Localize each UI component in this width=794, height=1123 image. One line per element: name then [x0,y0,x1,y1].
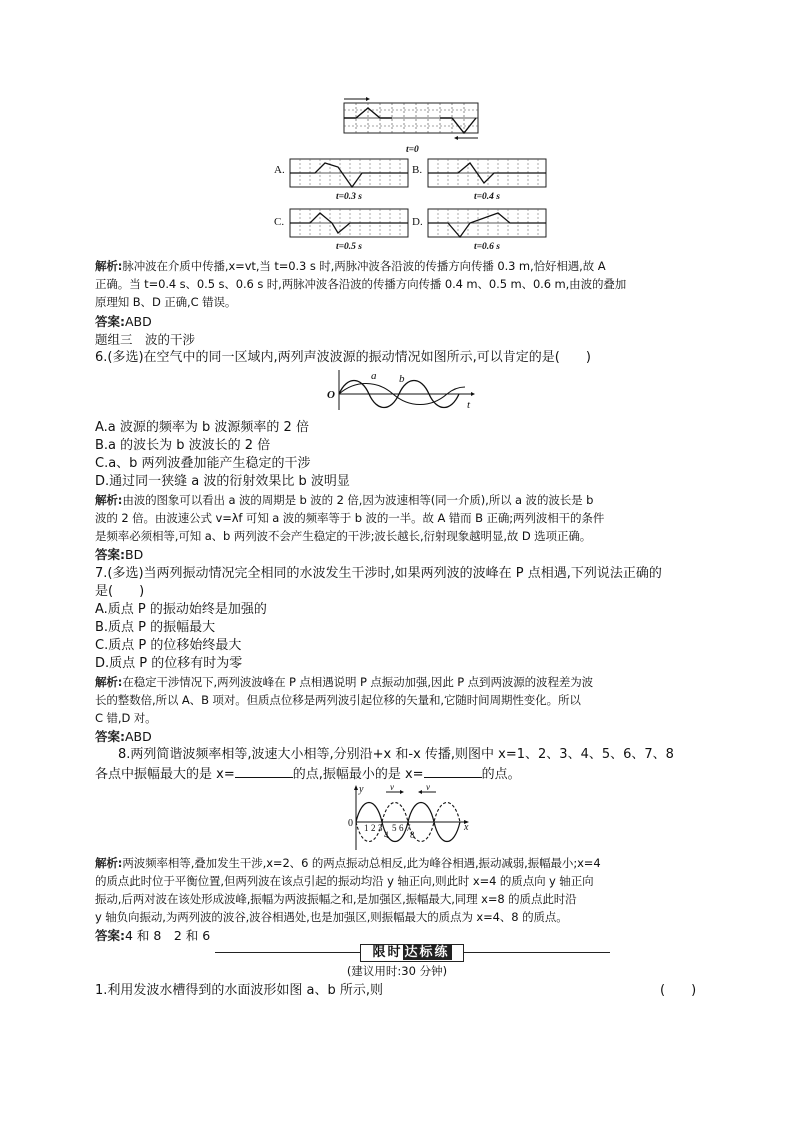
q7-option-b: B.质点 P 的振幅最大 [95,620,216,635]
q7-stem-line-1: 7.(多选)当两列振动情况完全相同的水波发生干涉时,如果两列波的波峰在 P 点相遇,下列说法正确的 [95,566,662,581]
q8-solution-line-2: 的质点此时位于平衡位置,但两列波在该点引起的振动均沿 y 轴正向,则此时 x=4 的质点向 y 轴正向 [95,874,594,888]
t0-caption: t=0 [406,145,419,155]
option-a-letter: A. [274,164,285,176]
q8-y-axis-label: y [359,784,364,795]
q8-blank-max[interactable] [235,765,293,778]
q8-origin-label: 0 [348,818,353,829]
q5-solution-line-1: 解析:脉冲波在介质中传播,x=vt,当 t=0.3 s 时,两脉冲波各沿波的传播方向传播 0.3 m,恰好相遇,故 A [95,259,606,273]
q7-option-c: C.质点 P 的位移始终最大 [95,638,242,653]
q8-point-7: 7 [406,823,411,833]
q8-x-axis-label: x [464,822,469,833]
option-d-graph [412,209,546,252]
q8-point-6: 6 [399,823,404,833]
option-a-graph [274,159,408,202]
option-a-time: t=0.3 s [336,192,362,202]
q7-solution-line-1: 解析:在稳定干涉情况下,两列波波峰在 P 点相遇说明 P 点振动加强,因此 P 点到两波源的波程差为波 [95,675,594,689]
section-banner [215,944,610,962]
q8-point-4: 4 [384,830,389,840]
banner-rule-left [215,952,360,953]
option-c-graph [274,209,408,252]
option-c-letter: C. [274,216,285,228]
q6-option-c: C.a、b 两列波叠加能产生稳定的干涉 [95,456,311,471]
option-d-letter: D. [412,216,423,228]
q6-wave-b-label: b [399,373,405,385]
q8-point-1: 1 [364,823,369,833]
q8-solution-line-4: y 轴负向振动,为两列波的波谷,波谷相遇处,也是加强区,则振幅最大的质点为 x=4、8 的质点。 [95,910,568,924]
q5-solution-line-3: 原理知 B、D 正确,C 错误。 [95,295,237,309]
q6-wave-figure [325,368,475,412]
q6-t-axis-label: t [467,399,471,411]
option-d-time: t=0.6 s [474,242,500,252]
q8-stem-line-1: 8.两列简谐波频率相等,波速大小相等,分别沿+x 和-x 传播,则图中 x=1、2、3、4、5、6、7、8 [118,747,674,762]
q8-blank-min[interactable] [424,765,482,778]
banner-rule-right [464,952,610,953]
q7-option-a: A.质点 P 的振动始终是加强的 [95,602,267,617]
q6-option-b: B.a 的波长为 b 波波长的 2 倍 [95,438,271,453]
option-b-time: t=0.4 s [474,192,500,202]
q7-solution-line-2: 长的整数倍,所以 A、B 项对。但质点位移是两列波引起位移的矢量和,它随时间周期性变化。所以 [95,693,581,707]
q6-origin-label: O [327,389,335,401]
q8-point-5: 5 [392,823,397,833]
q8-wave-figure [340,784,475,852]
next-question-paren: ( ) [660,983,697,998]
q6-answer: 答案:BD [95,547,144,562]
q6-wave-a-label: a [371,370,377,382]
q6-option-a: A.a 波源的频率为 b 波源频率的 2 倍 [95,420,309,435]
q6-solution-line-3: 是频率必须相等,可知 a、b 两列波不会产生稳定的干涉;波长越长,衍射现象越明显,故 D 选项正确。 [95,529,592,543]
option-c-time: t=0.5 s [336,242,362,252]
q6-solution-line-1: 解析:由波的图象可以看出 a 波的周期是 b 波的 2 倍,因为波速相等(同一介质),所以 a 波的波长是 b [95,493,594,507]
q8-solution-line-3: 振动,后两对波在该处形成波峰,振幅为两波振幅之和,是加强区,振幅最大,同理 x=8 的质点此时沿 [95,892,577,906]
banner-title: 限时 达标练 [360,944,464,962]
q5-answer: 答案:ABD [95,314,152,329]
banner-subtitle: (建议用时:30 分钟) [346,964,448,978]
pulse-wave-figure [270,95,560,255]
q8-answer: 答案:4 和 8 2 和 6 [95,928,211,943]
q8-stem-line-2: 各点中振幅最大的是 x= 的点,振幅最小的是 x= 的点。 [95,767,521,782]
q6-stem: 6.(多选)在空气中的同一区域内,两列声波波源的振动情况如图所示,可以肯定的是( ) [95,350,591,365]
q7-stem-line-2: 是( ) [95,584,145,599]
q5-solution-line-2: 正确。当 t=0.4 s、0.5 s、0.6 s 时,两脉冲波各沿波的传播方向传播 0.4 m、0.5 m、0.6 m,由波的叠加 [95,277,627,291]
q8-velocity-label-left: v [426,782,430,792]
q8-point-8: 8 [410,830,415,840]
section-title: 题组三 波的干涉 [95,332,196,347]
q8-point-2: 2 [371,823,376,833]
q6-solution-line-2: 波的 2 倍。由波速公式 v=λf 可知 a 波的频率等于 b 波的一半。故 A 错而 B 正确;两列波相干的条件 [95,511,605,525]
q8-velocity-label-right: v [390,782,394,792]
q6-option-d: D.通过同一狭缝 a 波的衍射效果比 b 波明显 [95,474,350,489]
q8-point-3: 3 [378,823,383,833]
option-b-letter: B. [412,164,423,176]
q7-answer: 答案:ABD [95,729,152,744]
grid-t0 [344,97,478,155]
next-question-stem: 1.利用发波水槽得到的水面波形如图 a、b 所示,则 [95,983,384,998]
q8-solution-line-1: 解析:两波频率相等,叠加发生干涉,x=2、6 的两点振动总相反,此为峰谷相遇,振动减弱,振幅最小;x=4 [95,856,601,870]
q7-option-d: D.质点 P 的位移有时为零 [95,656,243,671]
q7-solution-line-3: C 错,D 对。 [95,711,157,725]
option-b-graph [412,159,546,202]
